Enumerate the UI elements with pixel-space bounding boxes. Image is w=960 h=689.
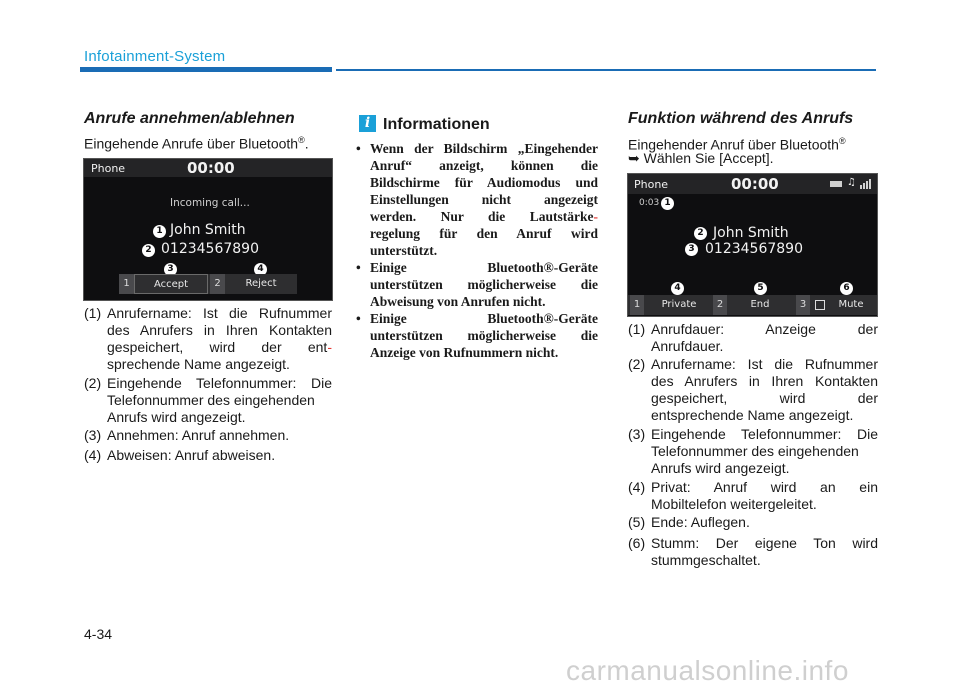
section-title: Infotainment-System: [84, 48, 226, 65]
hyphen-mark: -: [593, 209, 598, 224]
marker-2: 2: [142, 244, 155, 257]
call-duration: 0:03: [639, 198, 660, 208]
right-intro: Eingehender Anruf über Bluetooth®: [628, 136, 846, 153]
marker-6: 6: [840, 282, 853, 295]
header-rule-thick: [80, 67, 332, 72]
info-title: Informationen: [383, 116, 490, 133]
marker-3: 3: [685, 243, 698, 256]
incoming-call-status: Incoming call...: [170, 197, 250, 209]
page-number: 4-34: [84, 626, 113, 642]
screen-app-label: Phone: [634, 178, 669, 191]
screen-timer: 00:00: [731, 175, 779, 193]
watermark: carmanualsonline.info: [566, 655, 849, 686]
left-heading: Anrufe annehmen/ablehnen: [84, 110, 295, 127]
mute-checkbox-icon: [815, 300, 825, 310]
marker-1: 1: [153, 225, 166, 238]
reject-button-number: 2: [210, 274, 225, 294]
active-call-screen: [627, 173, 878, 317]
reject-button[interactable]: Reject: [245, 278, 277, 289]
marker-4: 4: [671, 282, 684, 295]
caller-number: 01234567890: [705, 241, 803, 257]
info-icon: i: [359, 115, 376, 132]
caller-name: John Smith: [713, 225, 789, 241]
screen-timer: 00:00: [187, 159, 235, 177]
marker-1: 1: [661, 197, 674, 210]
caller-name: John Smith: [170, 222, 246, 238]
marker-4: 4: [254, 263, 267, 276]
private-button[interactable]: Private: [661, 299, 697, 310]
mute-button-number: 3: [796, 295, 810, 315]
incoming-call-screen: [83, 158, 333, 301]
marker-5: 5: [754, 282, 767, 295]
battery-icon: [830, 181, 842, 187]
bluetooth-icon: ♫: [847, 177, 856, 188]
marker-2: 2: [694, 227, 707, 240]
signal-icon: [860, 179, 872, 189]
private-button-number: 1: [630, 295, 644, 315]
header-rule-thin: [336, 69, 876, 71]
left-intro: Eingehende Anrufe über Bluetooth®.: [84, 135, 309, 152]
marker-3: 3: [164, 263, 177, 276]
end-button[interactable]: End: [750, 299, 770, 310]
end-button-number: 2: [713, 295, 727, 315]
screen-app-label: Phone: [91, 162, 126, 175]
mute-button[interactable]: Mute: [838, 299, 864, 310]
hyphen-mark: -: [327, 339, 332, 355]
caller-number: 01234567890: [161, 241, 259, 257]
right-step: ➥ Wählen Sie [Accept].: [628, 150, 774, 166]
accept-button-number: 1: [119, 274, 134, 294]
right-heading: Funktion während des Anrufs: [628, 110, 854, 127]
accept-button[interactable]: Accept: [134, 274, 208, 294]
